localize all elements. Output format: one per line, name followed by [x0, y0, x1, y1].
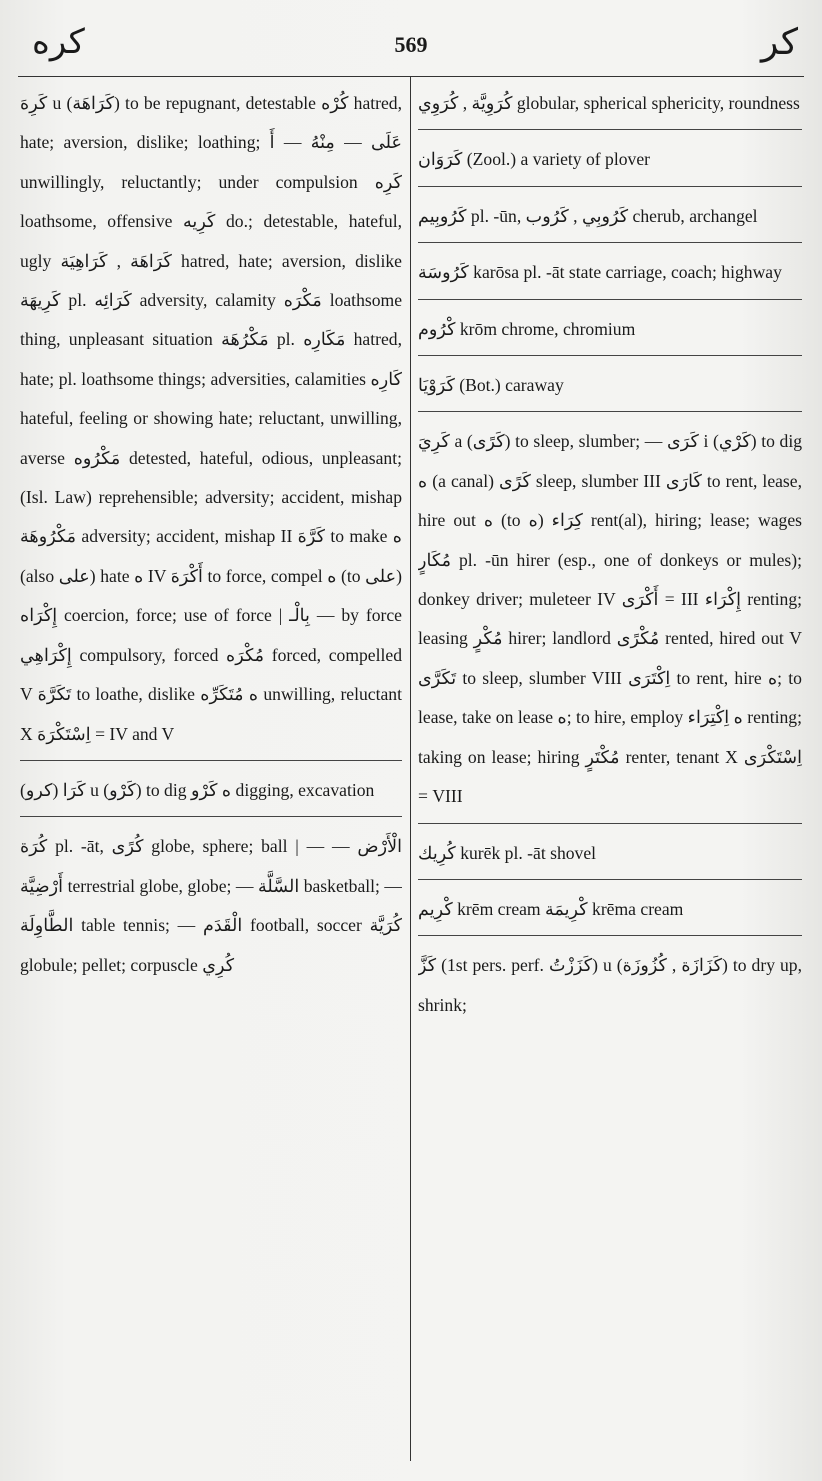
header-catchword-left: كره	[32, 22, 85, 62]
entry-karawan: كَرَوَان (Zool.) a variety of plover	[418, 149, 650, 170]
entry-kurek: كُرِيك kurēk pl. -āt shovel	[418, 842, 597, 863]
right-column	[418, 84, 802, 1467]
header-catchword-right: كر	[760, 22, 798, 63]
entry-separator	[418, 935, 802, 936]
column-divider	[410, 76, 411, 1461]
entry-kura: كُرَة pl. -āt, كُرًى globe, sphere; ball | — الْأَرْض — أَرْضِيَّة terrestrial globe, globe; — السَّلَّة basketball; — الطَّاوِلَة table tennis; — الْقَدَم football, soccer كُرَيَّة globule; pellet; corpuscle كُرِي	[20, 836, 402, 975]
entry-kazza: كَزَّ (1st pers. perf. كَزَزْتُ) u (كَزَازَة , كُزُوزَة) to dry up, shrink;	[418, 955, 802, 1015]
entry-separator	[418, 186, 802, 187]
entry-karawya: كَرَوْيَا (Bot.) caraway	[418, 375, 564, 396]
page-header	[18, 22, 804, 74]
entry-separator	[418, 242, 802, 243]
header-rule	[18, 76, 804, 77]
entry-separator	[20, 760, 402, 761]
entry-karosa: كَرُوسَة karōsa pl. -āt state carriage, coach; highway	[418, 262, 782, 283]
entry-krem: كْرِيم krēm cream كْرِيمَة krēma cream	[418, 898, 684, 919]
entry-krom: كْرُوم krōm chrome, chromium	[418, 318, 636, 339]
entry-separator	[20, 816, 402, 817]
entry-kurawi: كُرَوِيَّة , كُرَوِي globular, spherical sphericity, roundness	[418, 93, 800, 113]
entry-karih: كَرِهَ u (كَرَاهَة) to be repugnant, detestable كُرْه hatred, hate; aversion, dislike; loathing; عَلَى — مِنْهُ — أَ unwillingly, reluctantly; under compulsion كَرِه loathsome, offensive كَرِيه do.; detestable, hateful, ugly كَرَاهَة , كَرَاهِيَة hatred, hate; aversion, dislike كَرِيهَة pl. كَرَائِه adversity, calamity مَكْرَه loathsome thing, unpleasant situation مَكْرُهَة pl. مَكَارِه hatred, hate; pl. loathsome things; adversities, calamities كَارِه hateful, feeling or showing hate; reluctant, unwilling, averse مَكْرُوه detested, hateful, odious, unpleasant; (Isl. Law) reprehensible; adversity; accident, mishap مَكْرُوهَة adversity; accident, mishap II كَرَّهَ to make ه (also على) hate ه IV أَكْرَهَ to force, compel ه (to على) إِكْرَاه coercion, force; use of force | بِالْـ — by force إِكْرَاهِي compulsory, forced مُكْرَه forced, compelled V تَكَرَّهَ to loathe, dislike ه مُتَكَرِّه unwilling, reluctant X اِسْتَكْرَهَ = IV and V	[20, 93, 402, 744]
entry-separator	[418, 299, 802, 300]
page-number: 569	[394, 32, 428, 57]
entry-separator	[418, 823, 802, 824]
left-column	[20, 84, 402, 1467]
entry-separator	[418, 879, 802, 880]
entry-separator	[418, 129, 802, 130]
entry-kara-karw: كَرَا (كرو) u (كَرْو) to dig ه كَرْو digging, excavation	[20, 779, 375, 800]
entry-kariya: كَرِيَ a (كَرًى) to sleep, slumber; — كَرَى i (كَرْي) to dig ه (a canal) كَرًى sleep, slumber III كَارَى to rent, lease, hire out ه (to ه) كِرَاء rent(al), hiring; lease; wages مُكَارٍ pl. -ūn hirer (esp., one of donkeys or mules); donkey driver; muleteer IV أَكْرَى = III إِكْرَاء renting; leasing مُكْرٍ hirer; landlord مُكْرًى rented, hired out V تَكَرَّى to sleep, slumber VIII اِكْتَرَى to rent, hire ه; to lease, take on lease ه; to hire, employ ه اِكْتِرَاء renting; taking on lease; hiring مُكْتَرٍ renter, tenant X اِسْتَكْرَى = VIII	[418, 431, 802, 807]
entry-karub: كَرُوبِيم pl. -ūn, كَرُوبِي , كَرُوب cherub, archangel	[418, 205, 758, 226]
entry-separator	[418, 355, 802, 356]
entry-separator	[418, 411, 802, 412]
